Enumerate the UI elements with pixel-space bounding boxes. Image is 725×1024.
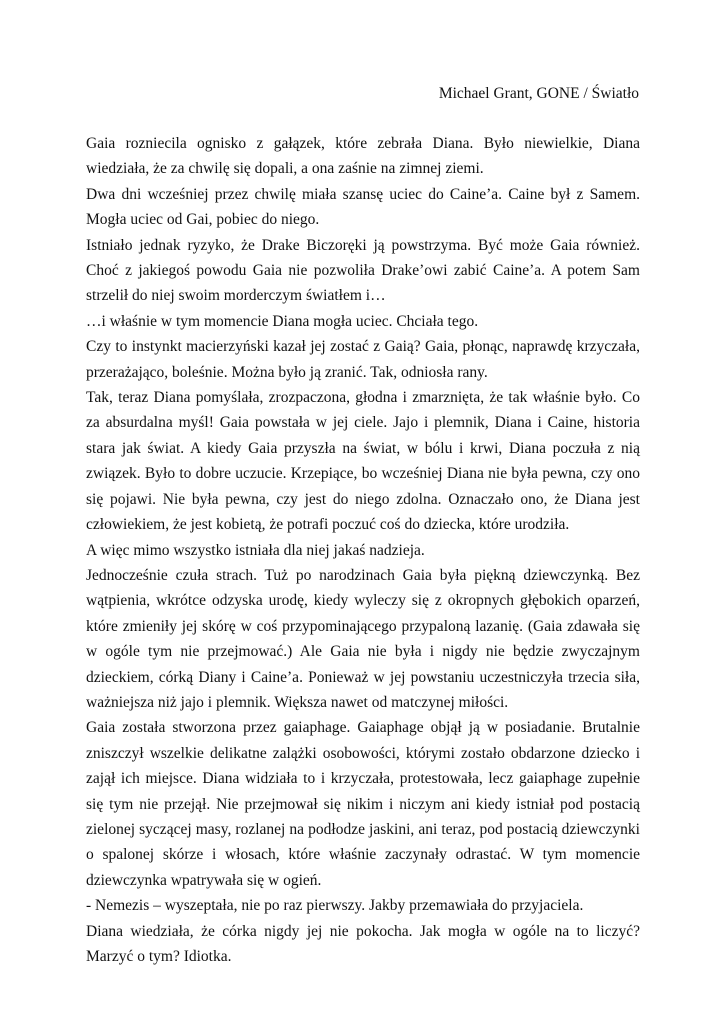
paragraph-9: Gaia została stworzona przez gaiaphage. Gaiaphage objął ją w posiadanie. Brutalnie zniszczył wszelkie delikatne zalążki osobowości, którymi zostało obdarzone dziecko i zajął ich miejsce. Diana widziała to i krzyczała, protestowała, lecz gaiaphage zupełnie się tym nie przejął. Nie przejmował się nikim i niczym ani kiedy istniał pod postacią zielonej syczącej masy, rozlanej na podłodze jaskini, ani teraz, pod postacią dziewczynki o spalonej skórze i włosach, które właśnie zaczynały odrastać. W tym momencie dziewczynka wpatrywała się w ogień. xyxy=(86,719,640,889)
paragraph-5: Czy to instynkt macierzyński kazał jej zostać z Gaią? Gaia, płonąc, naprawdę krzyczała, przerażająco, boleśnie. Można było ją zranić. Tak, odniosła rany. xyxy=(86,338,640,381)
paragraph-8: Jednocześnie czuła strach. Tuż po narodzinach Gaia była piękną dziewczynką. Bez wątpienia, wkrótce odzyska urodę, kiedy wyleczy się z okropnych głębokich oparzeń, które zmieniły jej skórę w coś przypominającego przypaloną lazanię. (Gaia zdawała się w ogóle tym nie przejmować.) Ale Gaia nie była i nigdy nie będzie zwyczajnym dzieckiem, córką Diany i Caine’a. Ponieważ w jej powstaniu uczestniczyła trzecia siła, ważniejsza niż jajo i plemnik. Większa nawet od matczynej miłości. xyxy=(86,566,640,711)
paragraph-4: …i właśnie w tym momencie Diana mogła uciec. Chciała tego. xyxy=(86,312,479,330)
paragraph-6: Tak, teraz Diana pomyślała, zrozpaczona, głodna i zmarznięta, że tak właśnie było. Co za absurdalna myśl! Gaia powstała w jej ciele. Jajo i plemnik, Diana i Caine, historia stara jak świat. A kiedy Gaia przyszła na świat, w bólu i krwi, Diana poczuła z nią związek. Było to dobre uczucie. Krzepiące, bo wcześniej Diana nie była pewna, czy ono się pojawi. Nie była pewna, czy jest do niego zdolna. Oznaczało ono, że Diana jest człowiekiem, że jest kobietą, że potrafi poczuć coś do dziecka, które urodziła. xyxy=(86,389,640,534)
paragraph-11: Diana wiedziała, że córka nigdy jej nie pokocha. Jak mogła w ogóle na to liczyć? Marzyć o tym? Idiotka. xyxy=(86,922,640,965)
paragraph-1: Gaia rozniecila ognisko z gałązek, które zebrała Diana. Było niewielkie, Diana wiedziała, że za chwilę się dopali, a ona zaśnie na zimnej ziemi. xyxy=(86,135,640,178)
paragraph-2: Dwa dni wcześniej przez chwilę miała szansę uciec do Caine’a. Caine był z Samem. Mogła uciec od Gai, pobiec do niego. xyxy=(86,185,640,229)
paragraph-3: Istniało jednak ryzyko, że Drake Biczoręki ją powstrzyma. Być może Gaia również. Choć z jakiegoś powodu Gaia nie pozwoliła Drake’owi zabić Caine’a. A potem Sam strzelił do niej swoim morderczym światłem i… xyxy=(86,236,640,305)
paragraph-7: A więc mimo wszystko istniała dla niej jakaś nadzieja. xyxy=(86,541,425,559)
page-header: Michael Grant, GONE / Światło xyxy=(438,85,639,102)
paragraph-10: - Nemezis – wyszeptała, nie po raz pierwszy. Jakby przemawiała do przyjaciela. xyxy=(86,897,584,915)
document-body xyxy=(86,131,640,969)
